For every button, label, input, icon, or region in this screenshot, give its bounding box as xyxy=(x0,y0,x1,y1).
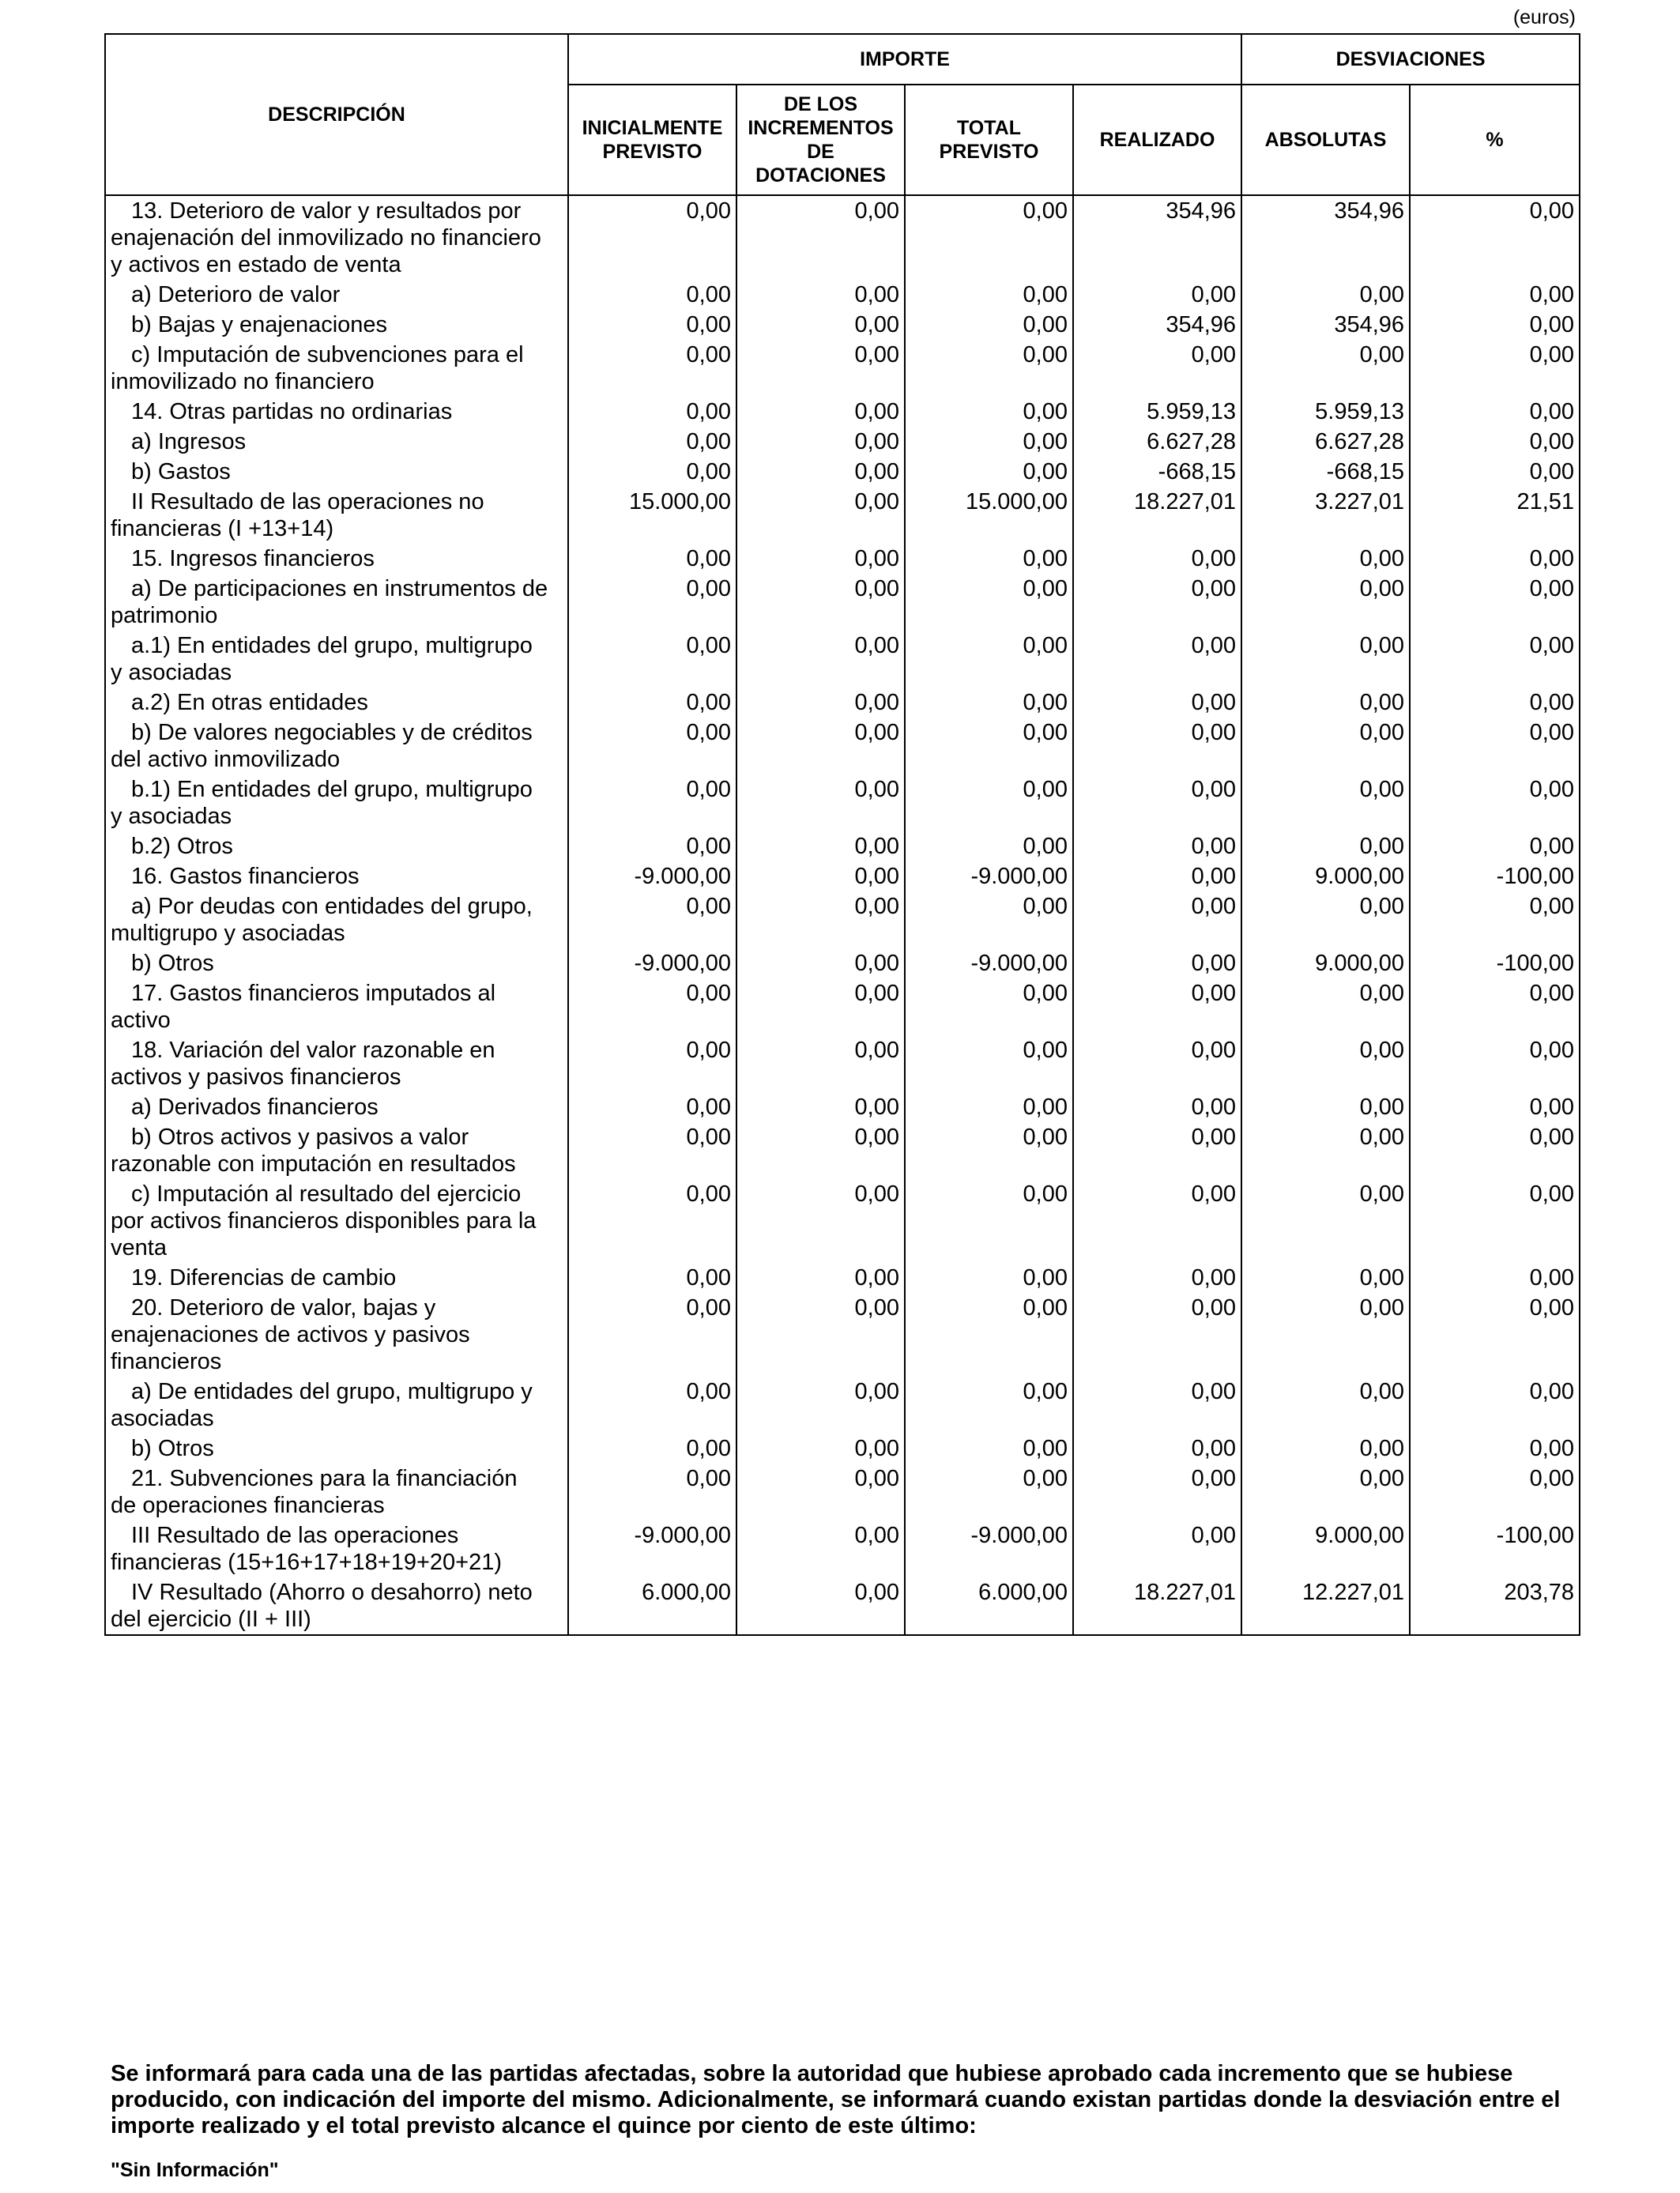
row-value-absolutas: 0,00 xyxy=(1241,1035,1410,1092)
table-row xyxy=(105,487,1580,544)
row-value-inicial: 0,00 xyxy=(568,397,736,427)
row-value-absolutas: 12.227,01 xyxy=(1241,1577,1410,1635)
row-value-total: 0,00 xyxy=(905,1263,1073,1293)
row-description: b.1) En entidades del grupo, multigrupo y asociadas xyxy=(105,774,568,831)
row-value-absolutas: 3.227,01 xyxy=(1241,487,1410,544)
row-value-total: 15.000,00 xyxy=(905,487,1073,544)
row-value-total: -9.000,00 xyxy=(905,861,1073,891)
row-value-total: 0,00 xyxy=(905,1092,1073,1122)
row-value-inicial: -9.000,00 xyxy=(568,1520,736,1577)
table-row xyxy=(105,688,1580,718)
row-value-incrementos: 0,00 xyxy=(736,427,905,457)
table-row xyxy=(105,457,1580,487)
table-row xyxy=(105,831,1580,861)
row-value-incrementos: 0,00 xyxy=(736,631,905,688)
row-value-realizado: 0,00 xyxy=(1073,574,1241,631)
row-description: II Resultado de las operaciones no financieras (I +13+14) xyxy=(105,487,568,544)
row-value-inicial: 0,00 xyxy=(568,310,736,340)
row-value-inicial: 0,00 xyxy=(568,831,736,861)
row-value-inicial: 0,00 xyxy=(568,688,736,718)
table-row xyxy=(105,1577,1580,1635)
table-row xyxy=(105,195,1580,280)
row-value-total: 0,00 xyxy=(905,631,1073,688)
row-description: b) De valores negociables y de créditos del activo inmovilizado xyxy=(105,718,568,774)
row-value-realizado: -668,15 xyxy=(1073,457,1241,487)
table-row xyxy=(105,861,1580,891)
row-value-inicial: 0,00 xyxy=(568,718,736,774)
row-value-incrementos: 0,00 xyxy=(736,574,905,631)
row-description: a.1) En entidades del grupo, multigrupo y asociadas xyxy=(105,631,568,688)
table-row xyxy=(105,280,1580,310)
row-value-pct: 0,00 xyxy=(1410,574,1580,631)
row-value-realizado: 354,96 xyxy=(1073,195,1241,280)
row-value-realizado: 18.227,01 xyxy=(1073,487,1241,544)
row-description: a) Ingresos xyxy=(105,427,568,457)
row-value-total: 0,00 xyxy=(905,978,1073,1035)
row-value-pct: 0,00 xyxy=(1410,978,1580,1035)
row-value-inicial: 0,00 xyxy=(568,427,736,457)
row-value-inicial: 0,00 xyxy=(568,631,736,688)
row-value-absolutas: 0,00 xyxy=(1241,1377,1410,1434)
row-value-absolutas: 0,00 xyxy=(1241,340,1410,397)
row-value-absolutas: 0,00 xyxy=(1241,1464,1410,1520)
table-row xyxy=(105,631,1580,688)
row-value-inicial: 0,00 xyxy=(568,1377,736,1434)
header-realizado: REALIZADO xyxy=(1073,85,1241,195)
row-value-pct: 0,00 xyxy=(1410,891,1580,948)
row-value-pct: 0,00 xyxy=(1410,688,1580,718)
row-value-realizado: 0,00 xyxy=(1073,718,1241,774)
row-value-total: 0,00 xyxy=(905,310,1073,340)
row-description: IV Resultado (Ahorro o desahorro) neto del ejercicio (II + III) xyxy=(105,1577,568,1635)
row-value-total: -9.000,00 xyxy=(905,1520,1073,1577)
row-value-pct: 0,00 xyxy=(1410,1377,1580,1434)
row-value-absolutas: 5.959,13 xyxy=(1241,397,1410,427)
footnote: Se informará para cada una de las partidas afectadas, sobre la autoridad que hubiese aprobado cada incremento que se hubiese producido, con indicación del importe del mismo. Adicionalmente, se informará cuando existan partidas donde la desviación entre el importe realizado y el total previsto alcance el quince por ciento de este último: xyxy=(111,2061,1561,2138)
row-value-realizado: 5.959,13 xyxy=(1073,397,1241,427)
row-value-realizado: 0,00 xyxy=(1073,1035,1241,1092)
row-value-incrementos: 0,00 xyxy=(736,280,905,310)
row-description: a) Derivados financieros xyxy=(105,1092,568,1122)
row-value-pct: 0,00 xyxy=(1410,457,1580,487)
row-value-pct: 0,00 xyxy=(1410,1464,1580,1520)
row-value-total: 0,00 xyxy=(905,427,1073,457)
row-value-realizado: 0,00 xyxy=(1073,631,1241,688)
header-porcentaje: % xyxy=(1410,85,1580,195)
row-value-realizado: 0,00 xyxy=(1073,891,1241,948)
row-value-inicial: -9.000,00 xyxy=(568,861,736,891)
row-value-realizado: 0,00 xyxy=(1073,544,1241,574)
row-description: a) Deterioro de valor xyxy=(105,280,568,310)
row-value-realizado: 0,00 xyxy=(1073,948,1241,978)
header-total-previsto: TOTAL PREVISTO xyxy=(905,85,1073,195)
row-value-total: 6.000,00 xyxy=(905,1577,1073,1635)
table-row xyxy=(105,1035,1580,1092)
row-value-absolutas: -668,15 xyxy=(1241,457,1410,487)
table-row xyxy=(105,718,1580,774)
row-value-realizado: 6.627,28 xyxy=(1073,427,1241,457)
table-row xyxy=(105,1263,1580,1293)
header-absolutas: ABSOLUTAS xyxy=(1241,85,1410,195)
row-value-pct: -100,00 xyxy=(1410,1520,1580,1577)
row-value-pct: 0,00 xyxy=(1410,340,1580,397)
row-value-incrementos: 0,00 xyxy=(736,861,905,891)
row-description: b) Bajas y enajenaciones xyxy=(105,310,568,340)
row-value-incrementos: 0,00 xyxy=(736,544,905,574)
row-value-incrementos: 0,00 xyxy=(736,1293,905,1377)
row-value-realizado: 0,00 xyxy=(1073,1092,1241,1122)
row-value-inicial: 0,00 xyxy=(568,1293,736,1377)
row-value-absolutas: 6.627,28 xyxy=(1241,427,1410,457)
row-value-incrementos: 0,00 xyxy=(736,1520,905,1577)
row-value-inicial: 0,00 xyxy=(568,574,736,631)
row-description: 17. Gastos financieros imputados al activo xyxy=(105,978,568,1035)
row-value-incrementos: 0,00 xyxy=(736,718,905,774)
row-value-incrementos: 0,00 xyxy=(736,1464,905,1520)
row-value-inicial: 0,00 xyxy=(568,978,736,1035)
row-value-absolutas: 0,00 xyxy=(1241,688,1410,718)
row-value-pct: 0,00 xyxy=(1410,831,1580,861)
row-value-pct: 0,00 xyxy=(1410,631,1580,688)
row-value-incrementos: 0,00 xyxy=(736,1263,905,1293)
row-value-incrementos: 0,00 xyxy=(736,397,905,427)
row-value-pct: 0,00 xyxy=(1410,280,1580,310)
row-value-inicial: -9.000,00 xyxy=(568,948,736,978)
row-value-incrementos: 0,00 xyxy=(736,457,905,487)
row-value-total: 0,00 xyxy=(905,891,1073,948)
row-value-pct: 0,00 xyxy=(1410,427,1580,457)
header-desviaciones: DESVIACIONES xyxy=(1241,34,1580,85)
row-value-realizado: 0,00 xyxy=(1073,1377,1241,1434)
row-value-incrementos: 0,00 xyxy=(736,1179,905,1263)
table-row xyxy=(105,544,1580,574)
row-value-pct: 203,78 xyxy=(1410,1577,1580,1635)
row-value-pct: 0,00 xyxy=(1410,1293,1580,1377)
row-value-incrementos: 0,00 xyxy=(736,1035,905,1092)
row-value-incrementos: 0,00 xyxy=(736,688,905,718)
row-value-pct: 0,00 xyxy=(1410,1179,1580,1263)
table-row xyxy=(105,310,1580,340)
row-value-total: 0,00 xyxy=(905,397,1073,427)
table-row xyxy=(105,1179,1580,1263)
row-value-inicial: 0,00 xyxy=(568,891,736,948)
no-information-label: "Sin Información" xyxy=(111,2159,279,2181)
row-value-absolutas: 0,00 xyxy=(1241,1179,1410,1263)
row-value-realizado: 0,00 xyxy=(1073,280,1241,310)
row-value-absolutas: 0,00 xyxy=(1241,774,1410,831)
row-description: a) De entidades del grupo, multigrupo y asociadas xyxy=(105,1377,568,1434)
row-description: a.2) En otras entidades xyxy=(105,688,568,718)
row-value-incrementos: 0,00 xyxy=(736,310,905,340)
row-value-realizado: 0,00 xyxy=(1073,1434,1241,1464)
row-value-total: 0,00 xyxy=(905,774,1073,831)
header-descripcion: DESCRIPCIÓN xyxy=(105,34,568,195)
row-value-pct: 0,00 xyxy=(1410,1263,1580,1293)
row-value-pct: 0,00 xyxy=(1410,1122,1580,1179)
row-value-total: 0,00 xyxy=(905,831,1073,861)
row-value-inicial: 0,00 xyxy=(568,280,736,310)
row-value-total: -9.000,00 xyxy=(905,948,1073,978)
row-description: 13. Deterioro de valor y resultados por enajenación del inmovilizado no financiero y activos en estado de venta xyxy=(105,195,568,280)
row-value-inicial: 6.000,00 xyxy=(568,1577,736,1635)
row-value-absolutas: 9.000,00 xyxy=(1241,861,1410,891)
row-description: 20. Deterioro de valor, bajas y enajenaciones de activos y pasivos financieros xyxy=(105,1293,568,1377)
row-value-total: 0,00 xyxy=(905,1464,1073,1520)
table-row xyxy=(105,774,1580,831)
table-row xyxy=(105,1464,1580,1520)
row-description: 16. Gastos financieros xyxy=(105,861,568,891)
row-value-incrementos: 0,00 xyxy=(736,1122,905,1179)
row-value-pct: 0,00 xyxy=(1410,1092,1580,1122)
row-value-inicial: 0,00 xyxy=(568,774,736,831)
row-description: a) De participaciones en instrumentos de patrimonio xyxy=(105,574,568,631)
row-description: 21. Subvenciones para la financiación de operaciones financieras xyxy=(105,1464,568,1520)
row-value-inicial: 0,00 xyxy=(568,195,736,280)
row-value-total: 0,00 xyxy=(905,688,1073,718)
row-value-total: 0,00 xyxy=(905,1179,1073,1263)
row-value-inicial: 0,00 xyxy=(568,1122,736,1179)
row-value-incrementos: 0,00 xyxy=(736,774,905,831)
row-value-total: 0,00 xyxy=(905,1122,1073,1179)
row-value-absolutas: 0,00 xyxy=(1241,1263,1410,1293)
row-value-absolutas: 0,00 xyxy=(1241,544,1410,574)
table-row xyxy=(105,1377,1580,1434)
table-row xyxy=(105,1293,1580,1377)
row-value-incrementos: 0,00 xyxy=(736,1434,905,1464)
table-row xyxy=(105,427,1580,457)
row-value-pct: 0,00 xyxy=(1410,195,1580,280)
row-description: b) Otros activos y pasivos a valor razonable con imputación en resultados xyxy=(105,1122,568,1179)
header-incrementos: DE LOS INCREMENTOS DE DOTACIONES xyxy=(736,85,905,195)
row-value-absolutas: 354,96 xyxy=(1241,310,1410,340)
row-value-total: 0,00 xyxy=(905,280,1073,310)
row-value-absolutas: 0,00 xyxy=(1241,1092,1410,1122)
row-value-realizado: 0,00 xyxy=(1073,1464,1241,1520)
row-value-absolutas: 0,00 xyxy=(1241,831,1410,861)
table-row xyxy=(105,1122,1580,1179)
table-row xyxy=(105,397,1580,427)
row-description: a) Por deudas con entidades del grupo, multigrupo y asociadas xyxy=(105,891,568,948)
row-value-pct: 0,00 xyxy=(1410,1035,1580,1092)
row-value-realizado: 0,00 xyxy=(1073,1293,1241,1377)
row-value-absolutas: 354,96 xyxy=(1241,195,1410,280)
row-value-realizado: 0,00 xyxy=(1073,340,1241,397)
row-value-inicial: 0,00 xyxy=(568,1035,736,1092)
row-value-inicial: 0,00 xyxy=(568,1179,736,1263)
row-description: b.2) Otros xyxy=(105,831,568,861)
row-value-inicial: 0,00 xyxy=(568,1263,736,1293)
row-description: c) Imputación de subvenciones para el inmovilizado no financiero xyxy=(105,340,568,397)
table-row xyxy=(105,948,1580,978)
row-value-absolutas: 0,00 xyxy=(1241,631,1410,688)
table-body xyxy=(105,195,1580,1635)
row-value-incrementos: 0,00 xyxy=(736,948,905,978)
table-row xyxy=(105,1434,1580,1464)
budget-table xyxy=(104,33,1580,1636)
row-value-inicial: 0,00 xyxy=(568,340,736,397)
row-description: c) Imputación al resultado del ejercicio por activos financieros disponibles para la venta xyxy=(105,1179,568,1263)
row-value-absolutas: 9.000,00 xyxy=(1241,948,1410,978)
row-value-incrementos: 0,00 xyxy=(736,487,905,544)
row-value-absolutas: 0,00 xyxy=(1241,1122,1410,1179)
row-value-absolutas: 0,00 xyxy=(1241,718,1410,774)
row-value-pct: 0,00 xyxy=(1410,718,1580,774)
unit-label: (euros) xyxy=(1512,6,1576,28)
row-value-total: 0,00 xyxy=(905,195,1073,280)
row-value-realizado: 0,00 xyxy=(1073,861,1241,891)
row-value-realizado: 0,00 xyxy=(1073,1520,1241,1577)
row-value-pct: 0,00 xyxy=(1410,397,1580,427)
row-value-total: 0,00 xyxy=(905,1035,1073,1092)
row-value-total: 0,00 xyxy=(905,1377,1073,1434)
row-value-realizado: 18.227,01 xyxy=(1073,1577,1241,1635)
row-value-realizado: 0,00 xyxy=(1073,688,1241,718)
row-value-absolutas: 0,00 xyxy=(1241,891,1410,948)
row-value-incrementos: 0,00 xyxy=(736,1092,905,1122)
row-value-absolutas: 0,00 xyxy=(1241,978,1410,1035)
table-row xyxy=(105,1520,1580,1577)
row-value-absolutas: 9.000,00 xyxy=(1241,1520,1410,1577)
row-description: b) Gastos xyxy=(105,457,568,487)
row-value-incrementos: 0,00 xyxy=(736,978,905,1035)
row-value-realizado: 0,00 xyxy=(1073,774,1241,831)
table-row xyxy=(105,978,1580,1035)
row-value-total: 0,00 xyxy=(905,544,1073,574)
row-value-incrementos: 0,00 xyxy=(736,891,905,948)
row-value-pct: 0,00 xyxy=(1410,1434,1580,1464)
row-value-absolutas: 0,00 xyxy=(1241,1293,1410,1377)
row-value-realizado: 0,00 xyxy=(1073,1263,1241,1293)
row-value-total: 0,00 xyxy=(905,457,1073,487)
row-value-realizado: 0,00 xyxy=(1073,1122,1241,1179)
row-description: 15. Ingresos financieros xyxy=(105,544,568,574)
table-row xyxy=(105,574,1580,631)
row-description: b) Otros xyxy=(105,948,568,978)
row-value-pct: 0,00 xyxy=(1410,544,1580,574)
row-value-absolutas: 0,00 xyxy=(1241,574,1410,631)
row-value-absolutas: 0,00 xyxy=(1241,280,1410,310)
row-description: III Resultado de las operaciones financieras (15+16+17+18+19+20+21) xyxy=(105,1520,568,1577)
row-value-total: 0,00 xyxy=(905,574,1073,631)
row-value-pct: -100,00 xyxy=(1410,861,1580,891)
row-value-incrementos: 0,00 xyxy=(736,1377,905,1434)
row-description: 18. Variación del valor razonable en activos y pasivos financieros xyxy=(105,1035,568,1092)
row-value-pct: 0,00 xyxy=(1410,774,1580,831)
row-value-inicial: 15.000,00 xyxy=(568,487,736,544)
row-value-realizado: 0,00 xyxy=(1073,1179,1241,1263)
row-value-realizado: 354,96 xyxy=(1073,310,1241,340)
table-row xyxy=(105,1092,1580,1122)
header-inicialmente-previsto: INICIALMENTE PREVISTO xyxy=(568,85,736,195)
table-row xyxy=(105,340,1580,397)
row-value-inicial: 0,00 xyxy=(568,544,736,574)
row-description: 19. Diferencias de cambio xyxy=(105,1263,568,1293)
row-value-incrementos: 0,00 xyxy=(736,1577,905,1635)
row-value-total: 0,00 xyxy=(905,718,1073,774)
row-description: b) Otros xyxy=(105,1434,568,1464)
row-value-total: 0,00 xyxy=(905,1434,1073,1464)
row-value-pct: 21,51 xyxy=(1410,487,1580,544)
row-value-absolutas: 0,00 xyxy=(1241,1434,1410,1464)
row-value-pct: 0,00 xyxy=(1410,310,1580,340)
row-value-incrementos: 0,00 xyxy=(736,340,905,397)
row-value-realizado: 0,00 xyxy=(1073,978,1241,1035)
row-value-inicial: 0,00 xyxy=(568,1092,736,1122)
row-value-inicial: 0,00 xyxy=(568,1464,736,1520)
row-description: 14. Otras partidas no ordinarias xyxy=(105,397,568,427)
row-value-inicial: 0,00 xyxy=(568,1434,736,1464)
header-importe: IMPORTE xyxy=(568,34,1241,85)
row-value-incrementos: 0,00 xyxy=(736,831,905,861)
row-value-realizado: 0,00 xyxy=(1073,831,1241,861)
row-value-total: 0,00 xyxy=(905,1293,1073,1377)
row-value-incrementos: 0,00 xyxy=(736,195,905,280)
row-value-pct: -100,00 xyxy=(1410,948,1580,978)
row-value-total: 0,00 xyxy=(905,340,1073,397)
table-row xyxy=(105,891,1580,948)
row-value-inicial: 0,00 xyxy=(568,457,736,487)
